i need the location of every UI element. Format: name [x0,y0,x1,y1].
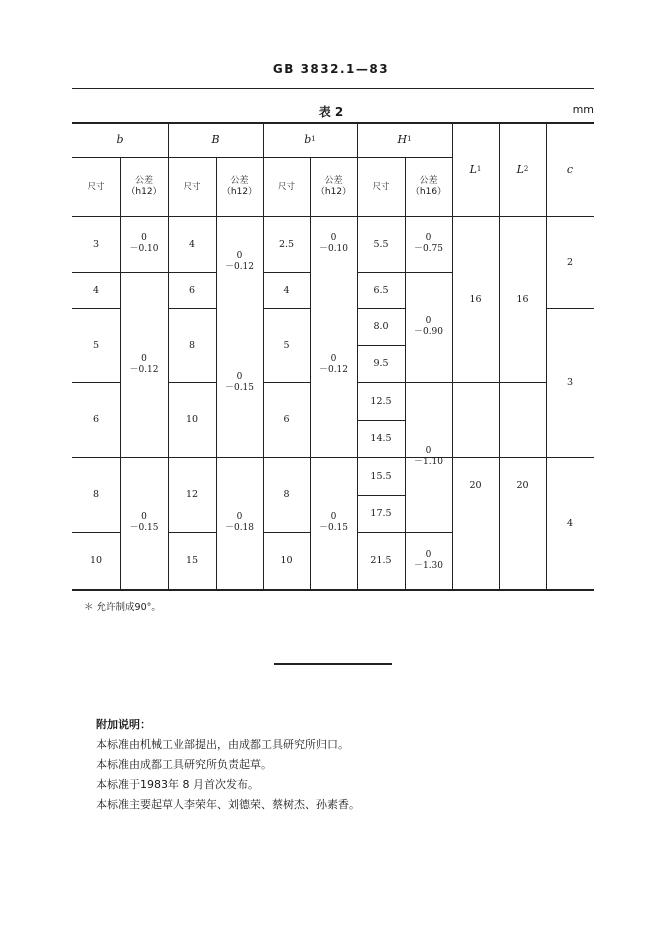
notes-line: 本标准由成都工具研究所负责起草。 [96,758,272,771]
b1-size-cell: 8 [283,489,290,500]
B-tolerance-cell: 0 －0.15 [224,371,255,393]
H1-size-cell: 12.5 [370,395,392,407]
header-b1-tolerance: 公差 （h12） [315,175,352,197]
header-B-size: 尺寸 [183,181,201,192]
b-size-cell: 5 [92,339,100,351]
header-c: c [566,162,574,176]
c-value-cell: 3 [566,377,574,388]
header-rule [72,88,594,89]
notes-line: 本标准由机械工业部提出，由成都工具研究所归口。 [96,738,349,751]
B-tolerance-cell: 0 －0.12 [224,251,255,272]
H1-size-cell: 6.5 [373,284,389,296]
b-tolerance-cell: 0 －0.15 [129,512,159,533]
header-b-size: 尺寸 [87,181,105,192]
B-size-cell: 10 [185,414,199,425]
b1-tolerance-cell: 0 －0.15 [318,512,349,533]
b-size-cell: 6 [92,414,100,425]
H1-size-cell: 9.5 [373,358,389,369]
table-footnote: ＊ 允许制成90°。 [84,602,161,613]
B-size-cell: 8 [188,339,196,351]
b1-size-cell: 4 [283,284,290,296]
L1-value-cell: 16 [469,293,482,305]
header-b-tolerance: 公差 （h12） [126,175,162,197]
H1-size-cell: 5.5 [373,238,389,250]
section-end-rule [274,663,392,665]
b1-tolerance-cell: 0 －0.12 [318,353,349,375]
b1-size-cell: 2.5 [278,238,295,250]
table-bottom-border [72,589,594,591]
H1-tolerance-cell: 0 －0.90 [413,316,444,337]
B-size-cell: 12 [185,489,199,500]
B-size-cell: 6 [188,284,196,296]
b-tolerance-cell: 0 －0.10 [129,233,159,254]
header-B: B [211,133,220,146]
notes-line: 本标准于1983年 8 月首次发布。 [96,778,259,791]
additional-notes [96,715,360,815]
header-H1-tolerance: 公差 （h16） [410,175,447,197]
header-b1-size: 尺寸 [277,181,295,192]
B-size-cell: 4 [188,238,196,250]
header-H1-size: 尺寸 [372,181,390,192]
b-size-cell: 8 [92,489,100,500]
table-title: 表 2 [318,105,344,119]
H1-size-cell: 17.5 [370,508,392,519]
H1-tolerance-cell: 0 －0.75 [413,233,444,254]
c-value-cell: 2 [566,256,574,268]
b1-size-cell: 6 [283,414,290,425]
H1-tolerance-cell: 0 －1.10 [413,446,444,467]
b1-size-cell: 5 [283,339,290,351]
header-B-tolerance: 公差 （h12） [221,175,258,197]
H1-size-cell: 8.0 [373,321,389,332]
H1-size-cell: 21.5 [370,555,392,566]
c-value-cell: 4 [566,517,574,529]
b1-size-cell: 10 [280,555,293,566]
b-size-cell: 4 [92,284,100,296]
B-size-cell: 15 [185,555,199,566]
B-tolerance-cell: 0 －0.18 [224,512,255,533]
b1-tolerance-cell: 0 －0.10 [318,233,349,254]
b-size-cell: 10 [89,555,103,566]
H1-size-cell: 15.5 [370,470,392,482]
header-b: b [116,133,124,146]
b-tolerance-cell: 0 －0.12 [129,353,159,375]
H1-size-cell: 14.5 [370,433,392,444]
standard-code: GB 3832.1—83 [272,62,390,76]
header-b1: b 1 [304,133,316,146]
header-L2: L 2 [516,162,529,176]
header-H1: H 1 [397,133,412,146]
table-unit: mm [572,103,594,116]
L2-value-cell: 16 [516,293,529,305]
header-L1: L 1 [469,162,482,176]
H1-tolerance-cell: 0 －1.30 [413,549,444,571]
b-size-cell: 3 [92,238,100,250]
notes-heading: 附加说明： [96,718,151,731]
notes-line: 本标准主要起草人李荣年、刘德荣、蔡树杰、孙素香。 [96,798,360,811]
L1-value-cell: 20 [469,480,482,491]
L2-value-cell: 20 [516,480,529,491]
